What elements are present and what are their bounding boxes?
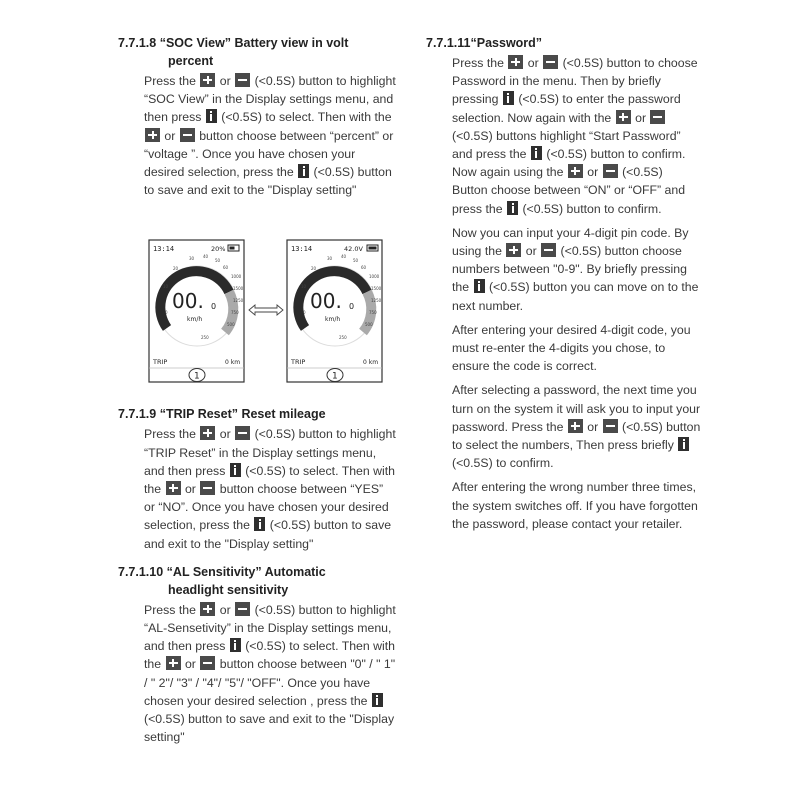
info-button-icon bbox=[298, 164, 309, 178]
minus-button-icon bbox=[541, 243, 556, 257]
gauge-tick-label: 60 bbox=[223, 265, 229, 270]
gauge-tick-label: 20 bbox=[311, 266, 317, 271]
minus-button-icon bbox=[603, 164, 618, 178]
info-button-icon bbox=[531, 146, 542, 160]
section-password bbox=[426, 34, 701, 533]
section-title: “Password” bbox=[470, 36, 543, 50]
paragraph: Press the or (<0.5S) button to choose Password in the menu. Then by briefly pressing (<0.5S) to enter the password selection. Now again with the or (<0.5S) buttons highlight “Start Password” and press the (<0.5S) button to confirm. Now again using the or (<0.5S) Button choose between “ON” or “OFF” and press the (<0.5S) button to confirm. bbox=[452, 56, 698, 216]
speed-readout: 00. bbox=[310, 289, 342, 313]
section-heading bbox=[118, 34, 396, 70]
gauge-tick-label: 500 bbox=[365, 322, 373, 327]
section-trip-reset bbox=[118, 405, 396, 552]
section-number: 7.7.1.11 bbox=[426, 36, 471, 50]
assist-level: 1 bbox=[332, 371, 338, 382]
paragraph: Press the or (<0.5S) button to highlight “AL-Sensetivity” in the Display settings menu, and then press (<0.5S) to select. Then with the or button choose between "0" / " 1" / " 2"/ "3" / "4"/ "5"/ "OFF". Once you have chosen your desired selection , press the (<0.5S) button to save and exit to the "Display setting" bbox=[144, 602, 396, 745]
right-column bbox=[426, 34, 701, 539]
trip-value: 0 km bbox=[363, 359, 379, 366]
info-button-icon bbox=[503, 91, 514, 105]
info-button-icon bbox=[254, 517, 265, 531]
section-number: 7.7.1.8 bbox=[118, 36, 157, 50]
clock-time: 13:14 bbox=[153, 245, 175, 253]
section-heading bbox=[426, 34, 701, 52]
gauge-tick-label: 250 bbox=[339, 335, 347, 340]
speed-readout: 00. bbox=[172, 289, 204, 313]
section-body bbox=[118, 601, 396, 747]
plus-button-icon bbox=[166, 656, 181, 670]
gauge-tick-label: 1250 bbox=[233, 298, 244, 303]
plus-button-icon bbox=[508, 55, 523, 69]
section-title-line2: percent bbox=[168, 54, 214, 68]
info-button-icon bbox=[230, 638, 241, 652]
gauge-tick-label: 750 bbox=[369, 310, 377, 315]
gauge-tick-label: 1000 bbox=[231, 274, 242, 279]
section-body bbox=[118, 72, 396, 199]
section-number: 7.7.1.10 bbox=[118, 564, 164, 579]
trip-label: TRIP bbox=[153, 358, 168, 366]
display-screen-percent bbox=[149, 240, 244, 382]
plus-button-icon bbox=[145, 128, 160, 142]
minus-button-icon bbox=[235, 602, 250, 616]
section-soc-view bbox=[118, 34, 396, 199]
gauge-tick-label: 30 bbox=[327, 256, 333, 261]
plus-button-icon bbox=[166, 481, 181, 495]
left-column bbox=[118, 34, 396, 752]
gauge-tick-label: 500 bbox=[227, 322, 235, 327]
section-heading bbox=[118, 405, 396, 423]
section-al-sensitivity bbox=[118, 563, 396, 747]
plus-button-icon bbox=[568, 419, 583, 433]
minus-button-icon bbox=[543, 55, 558, 69]
speed-unit: km/h bbox=[187, 316, 203, 323]
paragraph: Press the or (<0.5S) button to highlight “SOC View” in the Display settings menu, and then press (<0.5S) to select. Then with the or button choose between “percent” or “voltage ”. Once you have chosen your desired selection, press the (<0.5S) button to save and exit to the "Display setting" bbox=[144, 74, 396, 198]
gauge-tick-label: 1250 bbox=[371, 298, 382, 303]
paragraph: Now you can input your 4-digit pin code. By using the or (<0.5S) button choose numbers between "0-9". By briefly pressing the (<0.5S) button you can move on to the next number. bbox=[452, 225, 699, 313]
speed-decimal: 0 bbox=[349, 302, 355, 311]
gauge-tick-label: 250 bbox=[201, 335, 209, 340]
section-title: “SOC View” Battery view in volt bbox=[159, 36, 349, 50]
paragraph: After entering the wrong number three times, the system switches off. If you have forgotten the password, please contact your retailer. bbox=[452, 480, 698, 531]
minus-button-icon bbox=[235, 426, 250, 440]
section-body bbox=[118, 425, 396, 552]
info-button-icon bbox=[206, 109, 217, 123]
info-button-icon bbox=[230, 463, 241, 477]
gauge-tick-label: 40 bbox=[341, 254, 347, 259]
minus-button-icon bbox=[650, 110, 665, 124]
speed-decimal: 0 bbox=[211, 302, 217, 311]
plus-button-icon bbox=[568, 164, 583, 178]
info-button-icon bbox=[678, 437, 689, 451]
minus-button-icon bbox=[603, 419, 618, 433]
battery-status: 42.0V bbox=[344, 245, 363, 253]
minus-button-icon bbox=[180, 128, 195, 142]
plus-button-icon bbox=[506, 243, 521, 257]
minus-button-icon bbox=[235, 73, 250, 87]
section-heading bbox=[118, 563, 396, 599]
double-arrow-icon bbox=[249, 305, 283, 315]
section-title: “AL Sensitivity” Automatic bbox=[166, 564, 326, 579]
assist-level: 1 bbox=[194, 371, 200, 382]
plus-button-icon bbox=[200, 426, 215, 440]
paragraph: After selecting a password, the next time you turn on the system it will ask you to input your password. Press the or (<0.5S) button to select the numbers, Then press briefly (<0.5S) to confirm. bbox=[452, 383, 701, 471]
display-screens-illustration bbox=[145, 236, 385, 386]
plus-button-icon bbox=[200, 602, 215, 616]
paragraph: Press the or (<0.5S) button to highlight “TRIP Reset” in the Display settings menu, and then press (<0.5S) to select. Then with the or button choose between “YES” or “NO”. Once you have chosen your desired selection, press the (<0.5S) button to save and exit to the "Display setting" bbox=[144, 427, 396, 551]
trip-label: TRIP bbox=[291, 358, 306, 366]
gauge-tick-label: 1500 bbox=[371, 286, 382, 291]
gauge-tick-label: 1500 bbox=[233, 286, 244, 291]
section-title: “TRIP Reset” Reset mileage bbox=[159, 407, 326, 422]
gauge-tick-label: 40 bbox=[203, 254, 209, 259]
gauge-tick-label: 30 bbox=[189, 256, 195, 261]
gauge-tick-label: 10 bbox=[301, 284, 307, 289]
gauge-tick-label: 20 bbox=[173, 266, 179, 271]
gauge-tick-label: 50 bbox=[215, 258, 221, 263]
plus-button-icon bbox=[200, 73, 215, 87]
paragraph: After entering your desired 4-digit code, you must re-enter the 4-digits you chose, to ensure the code is correct. bbox=[452, 322, 691, 374]
gauge-tick-label: 0 bbox=[165, 310, 168, 315]
info-button-icon bbox=[372, 693, 383, 707]
info-button-icon bbox=[507, 201, 518, 215]
section-title-line2: headlight sensitivity bbox=[168, 582, 289, 597]
gauge-tick-label: 0 bbox=[303, 310, 306, 315]
section-body bbox=[426, 54, 701, 533]
speed-unit: km/h bbox=[325, 316, 341, 323]
gauge-tick-label: 1000 bbox=[369, 274, 380, 279]
info-button-icon bbox=[474, 279, 485, 293]
minus-button-icon bbox=[200, 656, 215, 670]
gauge-tick-label: 60 bbox=[361, 265, 367, 270]
trip-value: 0 km bbox=[225, 359, 241, 366]
minus-button-icon bbox=[200, 481, 215, 495]
display-screen-voltage bbox=[287, 240, 382, 382]
plus-button-icon bbox=[616, 110, 631, 124]
gauge-tick-label: 750 bbox=[231, 310, 239, 315]
battery-status: 20% bbox=[211, 245, 226, 253]
gauge-tick-label: 10 bbox=[163, 284, 169, 289]
clock-time: 13:14 bbox=[291, 245, 313, 253]
gauge-tick-label: 50 bbox=[353, 258, 359, 263]
section-number: 7.7.1.9 bbox=[118, 407, 157, 422]
